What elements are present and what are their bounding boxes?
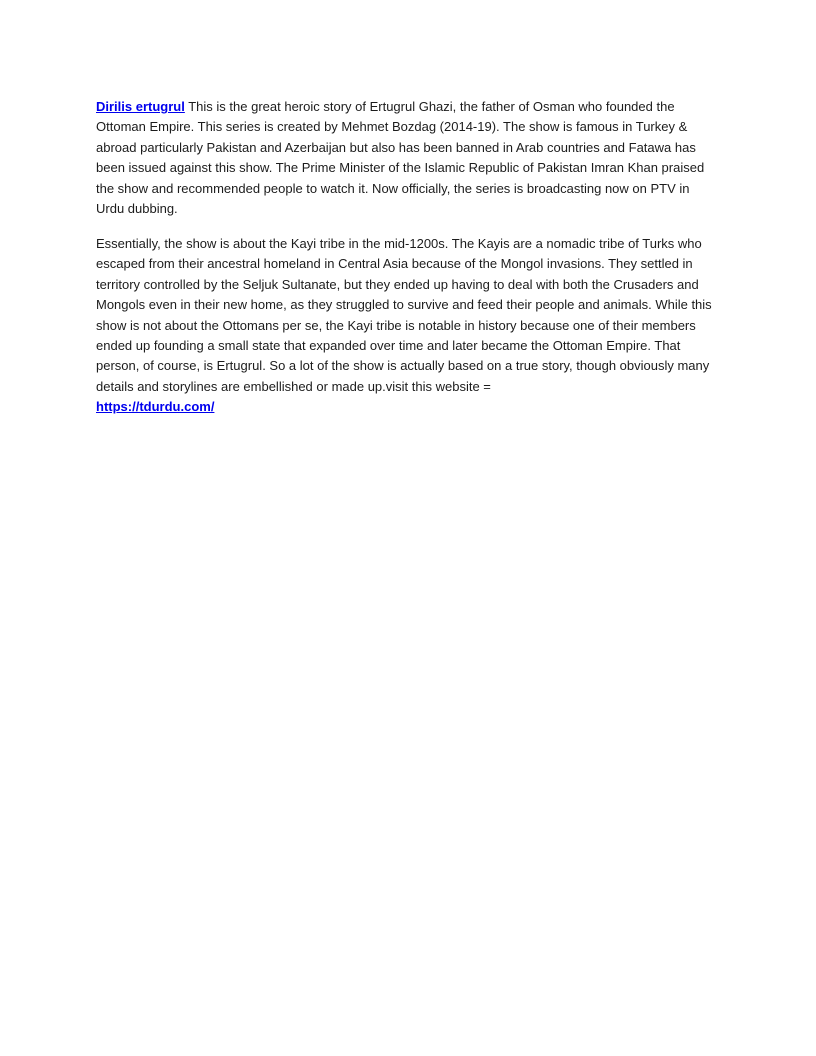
paragraph-intro-text: This is the great heroic story of Ertugrul Ghazi, the father of Osman who founded the Ottoman Empire. This series is created by Mehmet Bozdag (2014-19). The show is famous in Turkey & abroad particularly Pakistan and Azerbaijan but also has been banned in Arab countries and Fatawa has been issued against this show. The Prime Minister of the Islamic Republic of Pakistan Imran Khan praised the show and recommended people to watch it. Now officially, the series is broadcasting now on PTV in Urdu dubbing. [96,99,705,217]
paragraph-intro [96,97,720,220]
paragraph-kayi-tribe-text: Essentially, the show is about the Kayi tribe in the mid-1200s. The Kayis are a nomadic tribe of Turks who escaped from their ancestral homeland in Central Asia because of the Mongol invasions. They settled in territory controlled by the Seljuk Sultanate, but they ended up having to deal with both the Crusaders and Mongols even in their new home, as they struggled to survive and feed their people and animals. While this show is not about the Ottomans per se, the Kayi tribe is notable in history because one of their members ended up founding a small state that expanded over time and later became the Ottoman Empire. That person, of course, is Ertugrul. So a lot of the show is actually based on a true story, though obviously many details and storylines are embellished or made up.visit this website = [96,235,712,394]
dirilis-ertugrul-link[interactable]: Dirilis ertugrul [96,99,185,114]
tdurdu-website-link[interactable]: https://tdurdu.com/ [96,399,215,415]
paragraph-kayi-tribe [96,234,720,418]
